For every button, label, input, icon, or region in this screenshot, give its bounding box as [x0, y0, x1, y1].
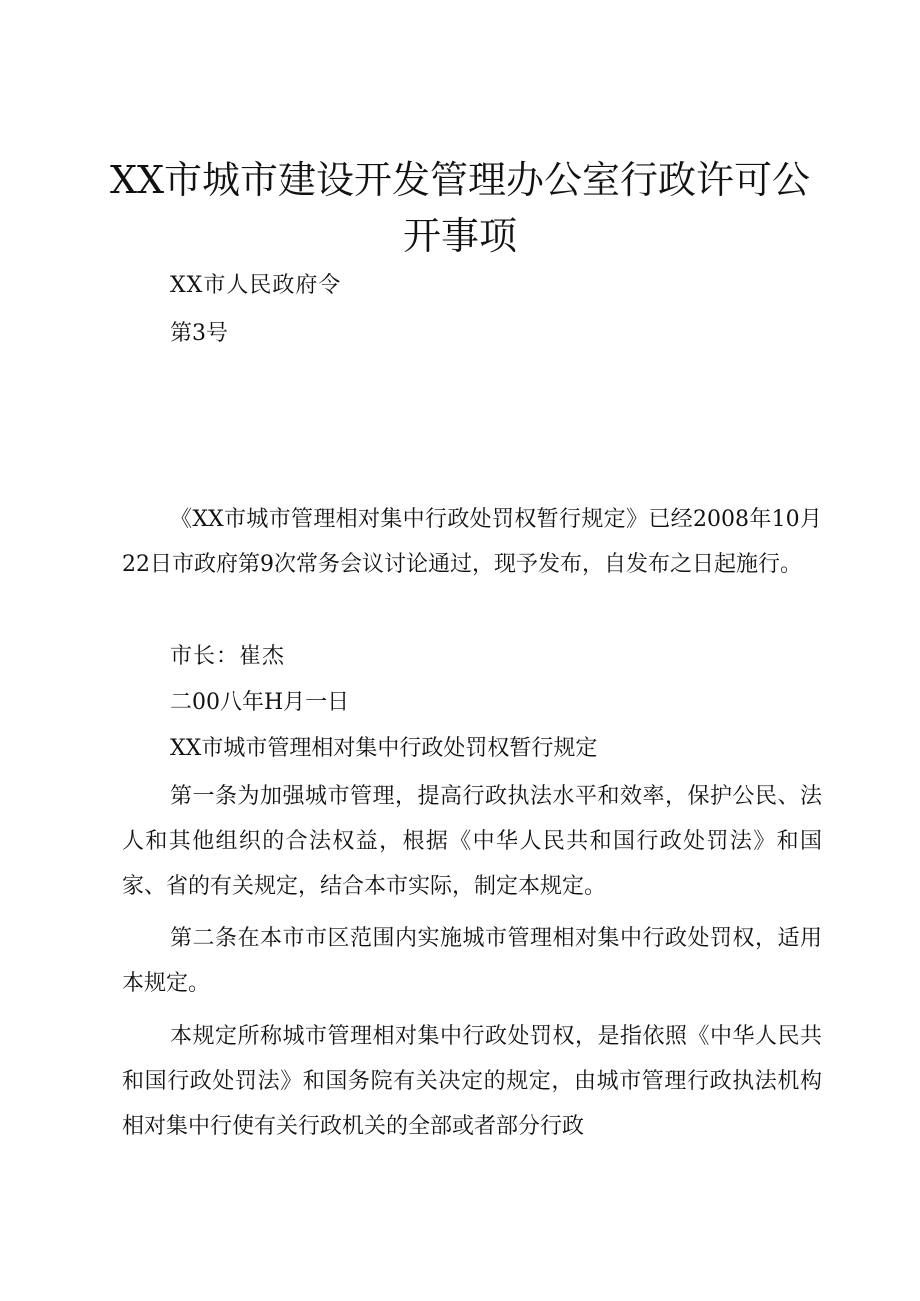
issuer-line: XX市人民政府令	[170, 273, 342, 298]
regulation-title: XX市城市管理相对集中行政处罚权暂行规定	[170, 736, 598, 761]
document-title: XX市城市建设开发管理办公室行政许可公开事项	[109, 158, 811, 258]
article-2-paragraph: 第二条在本市市区范围内实施城市管理相对集中行政处罚权，适用本规定。	[122, 926, 822, 996]
article-1-paragraph: 第一条为加强城市管理，提高行政执法水平和效率，保护公民、法人和其他组织的合法权益，根据《中华人民共和国行政处罚法》和国家、省的有关规定，结合本市实际，制定本规定。	[122, 784, 822, 899]
promulgation-paragraph: 《XX市城市管理相对集中行政处罚权暂行规定》已经2008年10月22日市政府第9次常务会议讨论通过，现予发布，自发布之日起施行。	[122, 507, 822, 577]
mayor-signature-line: 市长：崔杰	[170, 644, 286, 669]
date-line: 二00八年H月一日	[170, 690, 350, 715]
order-number: 第3号	[170, 321, 228, 346]
article-2-second-paragraph: 本规定所称城市管理相对集中行政处罚权，是指依照《中华人民共和国行政处罚法》和国务院有关决定的规定，由城市管理行政执法机构相对集中行使有关行政机关的全部或者部分行政	[122, 1024, 822, 1139]
